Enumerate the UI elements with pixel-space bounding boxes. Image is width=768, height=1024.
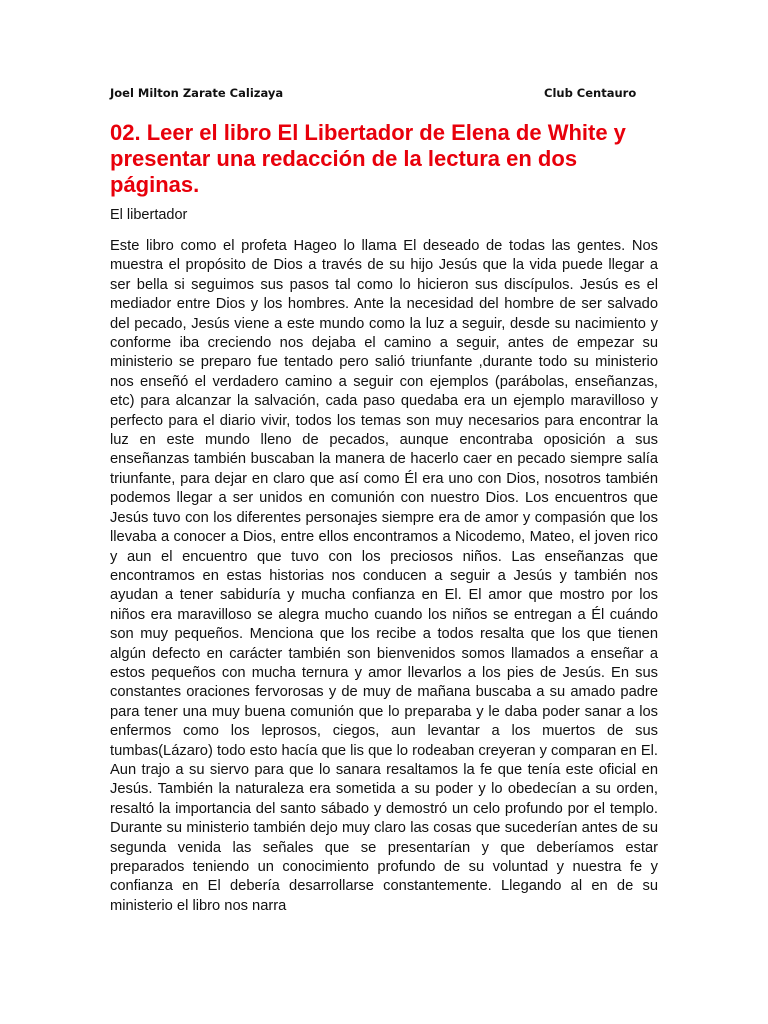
body-paragraph: Este libro como el profeta Hageo lo llama El deseado de todas las gentes. Nos muestra el propósito de Dios a través de su hijo Jesús que la vida puede llegar a ser bella si seguimos sus pasos tal como lo hicieron sus discípulos. Jesús es el mediador entre Dios y los hombres. Ante la necesidad del hombre de ser salvado del pecado, Jesús viene a este mundo como la luz a seguir, desde su nacimiento y conforme iba creciendo nos dejaba el camino a seguir, antes de empezar su ministerio se preparo fue tentado pero salió triunfante ,durante todo su ministerio nos enseñó el verdadero camino a seguir con ejemplos (parábolas, enseñanzas, etc) para alcanzar la salvación, cada paso quedaba era un ejemplo maravilloso y perfecto para el diario vivir, todos los temas son muy necesarios para encontrar la luz en este mundo lleno de pecados, aunque encontraba oposición a sus enseñanzas también buscaban la manera de hacerlo caer en pecado siempre salía triunfante, para dejar en claro que así como Él era uno con Dios, nosotros también podemos llegar a ser unidos en comunión con nuestro Dios. Los encuentros que Jesús tuvo con los diferentes personajes siempre era de amor y compasión que los llevaba a conocer a Dios, entre ellos encontramos a Nicodemo, Mateo, el joven rico y aun el encuentro que tuvo con los preciosos niños. Las enseñanzas que encontramos en estas historias nos conducen a seguir a Jesús y también nos ayudan a tener sabiduría y mucha confianza en El. El amor que mostro por los niños era maravilloso se alegra mucho cuando los niños se entregan a Él cuándo son muy pequeños. Menciona que los recibe a todos resalta que los que tienen algún defecto en carácter también son bienvenidos somos llamados a enseñar a estos pequeños con mucha ternura y amor llevarlos a los pies de Jesús. En sus constantes oraciones fervorosas y de muy de mañana buscaba a su amado padre para tener una muy buena comunión que lo preparaba y le daba poder sanar a los enfermos como los leprosos, ciegos, aun levantar a los muertos de sus tumbas(Lázaro) todo esto hacía que lis que lo rodeaban creyeran y comparan en El. Aun trajo a su siervo para que lo sanara resaltamos la fe que tenía este oficial en Jesús. También la naturaleza era sometida a su poder y lo obedecían a su orden, resaltó la importancia del santo sábado y demostró un celo profundo por el templo. Durante su ministerio también dejo muy claro las cosas que sucederían antes de su segunda venida las señales que se presentarían y que deberíamos estar preparados teniendo un conocimiento profundo de su voluntad y nuestra fe y confianza en El debería desarrollarse constantemente. Llegando al en de su ministerio el libro nos narra	[110, 238, 658, 914]
club-name: Club Centauro	[544, 86, 637, 100]
document-title: 02. Leer el libro El Libertador de Elena de White y presentar una redacción de la lectura en dos páginas.	[110, 120, 626, 197]
author-name: Joel Milton Zarate Calizaya	[110, 86, 284, 100]
page-header	[110, 86, 658, 104]
document-subtitle: El libertador	[110, 207, 188, 223]
